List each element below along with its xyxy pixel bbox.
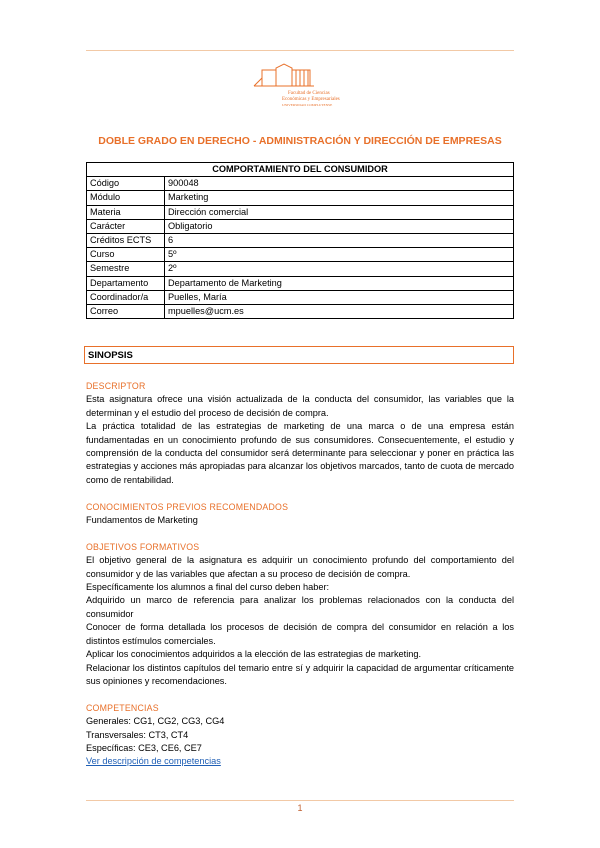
descriptor-paragraph: La práctica totalidad de las estrategias de marketing de una marca o de una empresa están fundamentadas en un conocimiento profundo de sus consumidores. Consecuentemente, el estudio y comprensión de la conducta del consumidor será determinante para seleccionar y poner en práctica las estrategias y acciones más apropiadas para alcanzar los objetivos marcados, tanto de cuota de mercado como de rentabilidad. [86,421,514,485]
descriptor-heading: DESCRIPTOR [86,381,146,391]
objectives-paragraph: El objetivo general de la asignatura es adquirir un conocimiento profundo del comportamiento del consumidor y de las variables que afectan a su proceso de decisión de compra. [86,555,514,579]
course-info-table [86,162,514,319]
prior-knowledge-text: Fundamentos de Marketing [86,515,198,526]
svg-text:Facultad de Ciencias: Facultad de Ciencias [288,91,330,96]
competences-specific: Específicas: CE3, CE6, CE7 [86,742,202,753]
page-number: 1 [297,803,303,813]
competences-transversal: Transversales: CT3, CT4 [86,729,189,740]
course-name: COMPORTAMIENTO DEL CONSUMIDOR [87,163,514,177]
footer-rule [86,800,514,801]
section-title: SINOPSIS [88,350,133,361]
competences-heading: COMPETENCIAS [86,702,159,713]
prior-knowledge-heading: CONOCIMIENTOS PREVIOS RECOMENDADOS [86,501,289,512]
table-row: Correo mpuelles@ucm.es [87,304,514,318]
synopsis-body [86,380,514,769]
objectives-paragraph: Adquirido un marco de referencia para analizar los problemas relacionados con la conducta del consumidor [86,595,514,619]
competences-general: Generales: CG1, CG2, CG3, CG4 [86,716,225,727]
table-row: Semestre 2º [87,262,514,276]
table-row: Módulo Marketing [87,191,514,205]
objectives-paragraph: Relacionar los distintos capítulos del temario entre sí y adquirir la capacidad de argumentar críticamente sus opiniones y recomendaciones. [86,662,514,686]
degree-title: DOBLE GRADO EN DERECHO - ADMINISTRACIÓN Y DIRECCIÓN DE EMPRESAS [98,135,502,147]
descriptor-paragraph: Esta asignatura ofrece una visión actualizada de la conducta del consumidor, las variables que la determinan y el estudio del proceso de decisión de compra. [86,394,514,418]
objectives-heading: OBJETIVOS FORMATIVOS [86,541,200,552]
table-row: Carácter Obligatorio [87,219,514,233]
table-row: Créditos ECTS 6 [87,233,514,247]
faculty-logo [252,60,342,108]
header-rule [86,50,514,51]
table-row: Materia Dirección comercial [87,205,514,219]
section-header-sinopsis [84,346,514,364]
svg-text:UNIVERSIDAD COMPLUTENSE: UNIVERSIDAD COMPLUTENSE [282,103,333,107]
table-row: Coordinador/a Puelles, María [87,290,514,304]
objectives-paragraph: Conocer de forma detallada los procesos de decisión de compra del consumidor en relación a los distintos estímulos comerciales. [86,622,514,646]
competences-description-link[interactable]: Ver descripción de competencias [86,756,221,767]
svg-text:Económicas y Empresariales: Económicas y Empresariales [282,97,340,102]
objectives-paragraph: Aplicar los conocimientos adquiridos a la elección de las estrategias de marketing. [86,649,422,660]
table-row: Código 900048 [87,177,514,191]
table-row: Departamento Departamento de Marketing [87,276,514,290]
table-row: Curso 5º [87,248,514,262]
objectives-paragraph: Específicamente los alumnos a final del curso deben haber: [86,582,330,593]
